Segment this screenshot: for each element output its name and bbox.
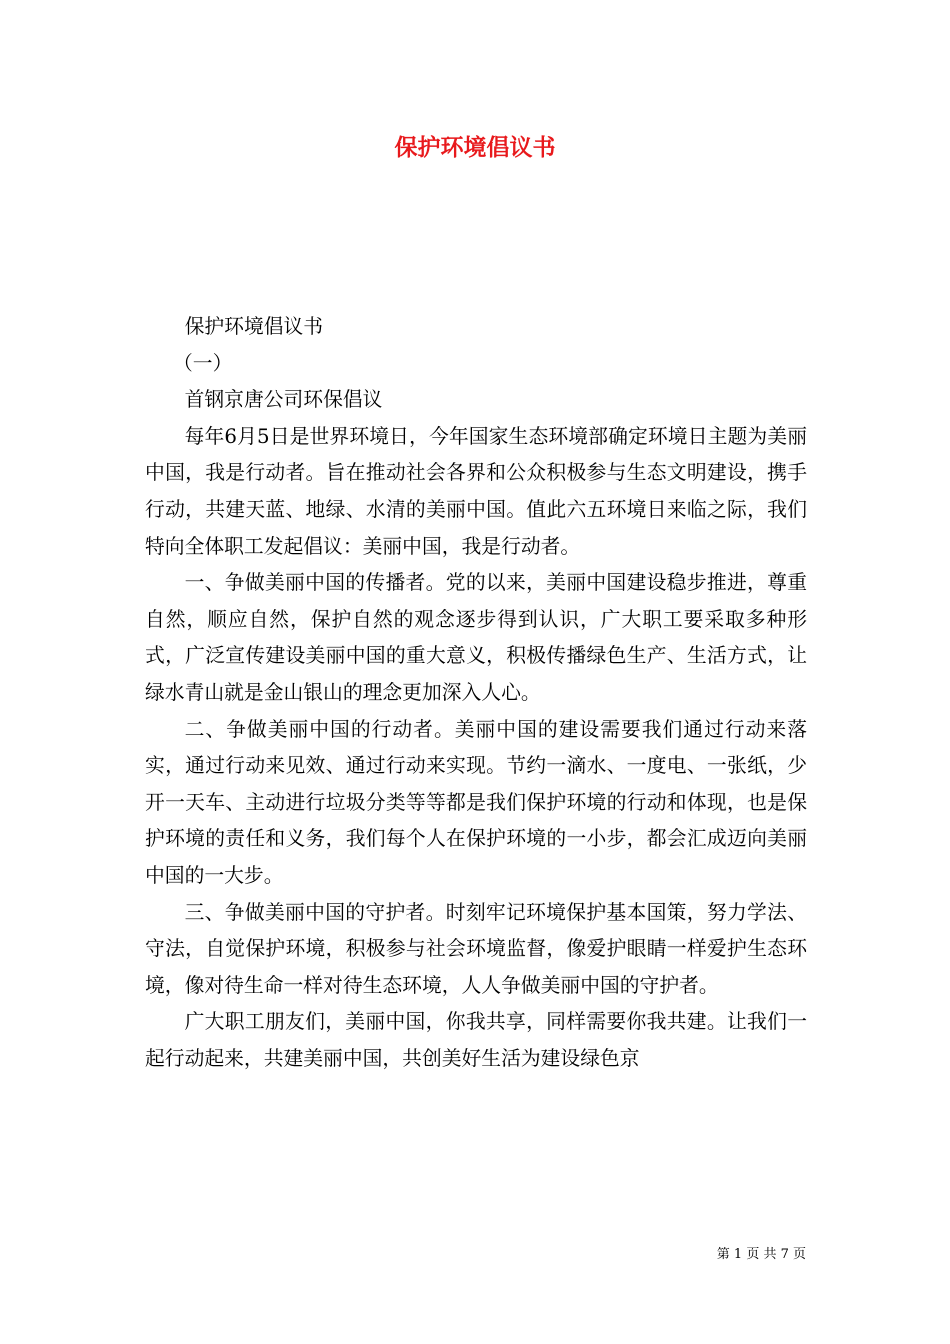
page-number: 第 1 页 共 7 页	[716, 1247, 806, 1262]
paragraph-intro: 每年6月5日是世界环境日，今年国家生态环境部确定环境日主题为美丽中国，我是行动者。旨在推动社会各界和公众积极参与生态文明建设，携手行动，共建天蓝、地绿、水清的美丽中国。值此六五环境日来临之际，我们特向全体职工发起倡议：美丽中国，我是行动者。	[145, 424, 807, 558]
paragraph-closing: 广大职工朋友们，美丽中国，你我共享，同样需要你我共建。让我们一起行动起来，共建美丽中国，共创美好生活为建设绿色京	[145, 1010, 807, 1070]
paragraph-subtitle: 首钢京唐公司环保倡议	[184, 388, 383, 412]
paragraph-point-two: 二、争做美丽中国的行动者。美丽中国的建设需要我们通过行动来落实，通过行动来见效、通过行动来实现。节约一滴水、一度电、一张纸，少开一天车、主动进行垃圾分类等等都是我们保护环境的行动和体现，也是保护环境的责任和义务，我们每个人在保护环境的一小步，都会汇成迈向美丽中国的一大步。	[145, 717, 807, 887]
document-body	[145, 309, 807, 1077]
document-title: 保护环境倡议书	[394, 134, 556, 161]
paragraph-section-number: （一）	[173, 351, 233, 375]
paragraph-point-three: 三、争做美丽中国的守护者。时刻牢记环境保护基本国策，努力学法、守法，自觉保护环境，积极参与社会环境监督，像爱护眼睛一样爱护生态环境，像对待生命一样对待生态环境，人人争做美丽中国的守护者。	[145, 900, 807, 997]
paragraph-point-one: 一、争做美丽中国的传播者。党的以来，美丽中国建设稳步推进，尊重自然，顺应自然，保护自然的观念逐步得到认识，广大职工要采取多种形式，广泛宣传建设美丽中国的重大意义，积极传播绿色生产、生活方式，让绿水青山就是金山银山的理念更加深入人心。	[145, 571, 807, 704]
paragraph-heading: 保护环境倡议书	[184, 315, 324, 338]
